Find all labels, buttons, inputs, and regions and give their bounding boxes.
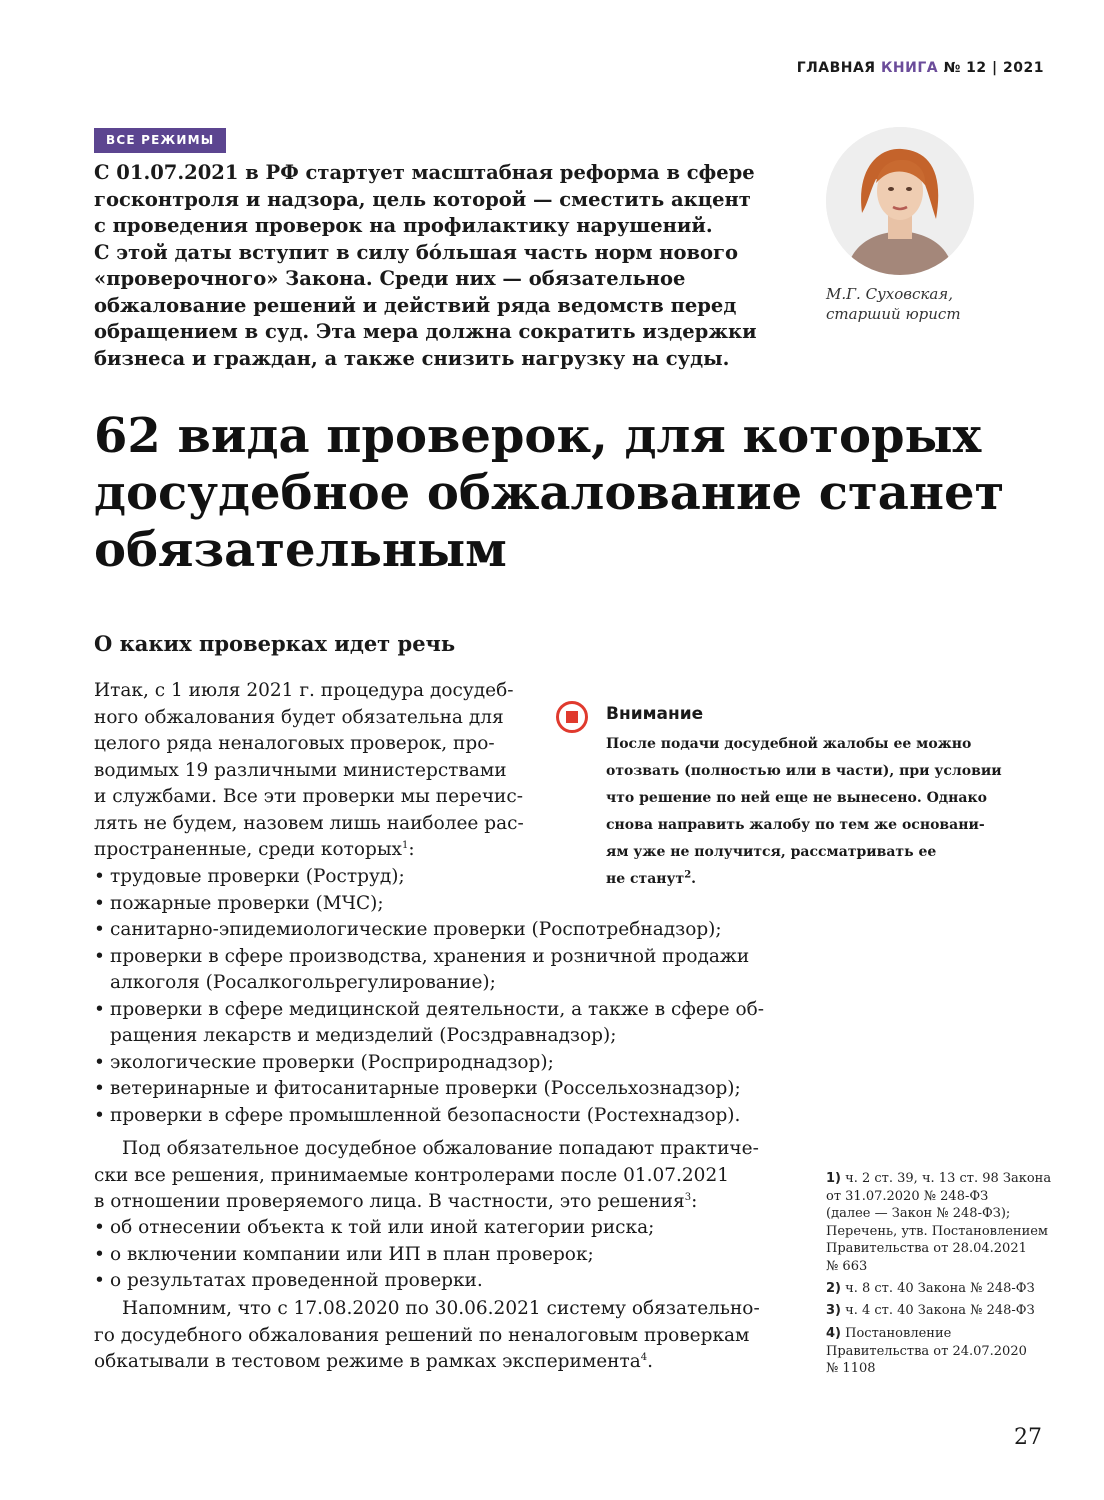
author-caption xyxy=(826,284,1026,324)
article-title xyxy=(94,408,1024,579)
footnote-number: 2) xyxy=(826,1281,841,1296)
section-heading: О каких проверках идет речь xyxy=(94,631,456,656)
list-item-text: • пожарные проверки (МЧС); xyxy=(110,892,384,914)
lead-line: бизнеса и граждан, а также снизить нагрузку на суды. xyxy=(94,346,730,370)
body-line xyxy=(94,1349,760,1376)
title-line: 62 вида проверок, для которых xyxy=(94,408,982,464)
list-item-text: • проверки в сфере медицинской деятельности, а также в сфере об- xyxy=(110,998,764,1020)
inspection-list xyxy=(94,864,764,1129)
author-portrait xyxy=(826,127,974,275)
list-item-text: ращения лекарств и медизделий (Росздравнадзор); xyxy=(110,1025,617,1046)
author-role: старший юрист xyxy=(826,305,961,323)
list-item xyxy=(94,997,764,1050)
footnote-4 xyxy=(826,1325,1056,1378)
body-text: . xyxy=(647,1351,654,1372)
footnote-ref: 1 xyxy=(401,839,409,851)
experiment-paragraph xyxy=(94,1296,760,1376)
decisions-list xyxy=(94,1215,654,1295)
attention-line: ям уже не получится, рассматривать ее xyxy=(606,844,937,860)
list-item-text: • проверки в сфере промышленной безопасности (Ростехнадзор). xyxy=(110,1104,741,1126)
attention-line: После подачи досудебной жалобы ее можно xyxy=(606,736,972,752)
body-line: Под обязательное досудебное обжалование попадают практиче- xyxy=(122,1138,759,1159)
lead-line: С этой даты вступит в силу бо́льшая часть норм нового xyxy=(94,240,738,264)
body-line: Итак, с 1 июля 2021 г. процедура досудеб- xyxy=(94,680,514,701)
lead-line: с проведения проверок на профилактику нарушений. xyxy=(94,214,713,237)
body-text: : xyxy=(691,1191,698,1212)
list-item xyxy=(94,944,764,997)
author-photo xyxy=(826,127,974,275)
attention-stop-icon xyxy=(555,700,589,734)
list-item xyxy=(94,917,764,944)
footnote-text: № 1108 xyxy=(826,1361,876,1376)
footnote-ref: 3 xyxy=(684,1191,692,1203)
body-text: : xyxy=(408,839,415,860)
attention-text: не станут xyxy=(606,871,685,887)
attention-line: что решение по ней еще не вынесено. Однако xyxy=(606,790,987,806)
list-item xyxy=(94,1268,654,1295)
decisions-paragraph xyxy=(94,1136,759,1216)
footnote-ref: 4 xyxy=(640,1351,648,1363)
list-item-text: • о результатах проведенной проверки. xyxy=(110,1270,483,1291)
list-item-text: • санитарно-эпидемиологические проверки (Роспотребнадзор); xyxy=(110,919,722,940)
list-item xyxy=(94,864,764,891)
body-line: лять не будем, назовем лишь наиболее рас- xyxy=(94,812,524,834)
body-line: Напомним, что с 17.08.2020 по 30.06.2021 систему обязательно- xyxy=(122,1298,760,1319)
footnote-text: Правительства от 24.07.2020 xyxy=(826,1343,1027,1359)
body-line: целого ряда неналоговых проверок, про- xyxy=(94,733,495,754)
footnote-text: ч. 2 ст. 39, ч. 13 ст. 98 Закона xyxy=(841,1171,1052,1186)
footnote-ref: 2 xyxy=(684,869,692,881)
body-line: го досудебного обжалования решений по неналоговым проверкам xyxy=(94,1324,750,1346)
footnote-text: (далее — Закон № 248-ФЗ); xyxy=(826,1206,1011,1221)
list-item xyxy=(94,1103,764,1130)
footnote-3 xyxy=(826,1302,1056,1320)
footnote-text: ч. 4 ст. 40 Закона № 248-ФЗ xyxy=(841,1303,1035,1318)
list-item-text: • проверки в сфере производства, хранения и розничной продажи xyxy=(110,945,750,967)
body-line xyxy=(94,1189,759,1216)
list-item-text: • о включении компании или ИП в план проверок; xyxy=(110,1243,594,1265)
attention-text: . xyxy=(691,871,697,887)
footnote-number: 4) xyxy=(826,1326,841,1341)
list-item-text: алкоголя (Росалкогольрегулирование); xyxy=(110,972,496,993)
lead-paragraph xyxy=(94,160,774,372)
category-tag: ВСЕ РЕЖИМЫ xyxy=(94,128,226,153)
footnote-text: № 663 xyxy=(826,1258,868,1274)
header-brand-accent: КНИГА xyxy=(880,60,939,76)
list-item xyxy=(94,1242,654,1269)
list-item xyxy=(94,1076,764,1103)
author-name: М.Г. Суховская, xyxy=(826,285,953,303)
footnote-2 xyxy=(826,1280,1056,1298)
lead-line: обращением в суд. Эта мера должна сократить издержки xyxy=(94,320,757,343)
footnote-text: Постановление xyxy=(841,1326,952,1341)
list-item xyxy=(94,891,764,918)
footnote-number: 1) xyxy=(826,1171,841,1186)
header-brand-main: ГЛАВНАЯ xyxy=(796,60,881,76)
body-text: в отношении проверяемого лица. В частности, это решения xyxy=(94,1191,685,1212)
list-item-text: • экологические проверки (Росприроднадзор); xyxy=(110,1051,554,1073)
body-line: ски все решения, принимаемые контролерами после 01.07.2021 xyxy=(94,1164,729,1186)
magazine-header xyxy=(797,60,1044,76)
list-item xyxy=(94,1050,764,1077)
body-line: водимых 19 различными министерствами xyxy=(94,759,507,781)
attention-line: снова направить жалобу по тем же основани- xyxy=(606,817,985,833)
list-item-text: • трудовые проверки (Роструд); xyxy=(110,866,405,887)
body-text: обкатывали в тестовом режиме в рамках эксперимента xyxy=(94,1351,641,1372)
lead-line: госконтроля и надзора, цель которой — сместить акцент xyxy=(94,187,751,211)
body-line xyxy=(94,837,524,864)
body-line: ного обжалования будет обязательна для xyxy=(94,706,504,728)
list-item-text: • ветеринарные и фитосанитарные проверки (Россельхознадзор); xyxy=(110,1078,741,1099)
lead-line: С 01.07.2021 в РФ стартует масштабная реформа в сфере xyxy=(94,161,755,184)
title-line: обязательным xyxy=(94,522,507,578)
footnote-number: 3) xyxy=(826,1303,841,1318)
body-line: и службами. Все эти проверки мы перечис- xyxy=(94,786,523,807)
list-item xyxy=(94,1215,654,1242)
footnote-text: Правительства от 28.04.2021 xyxy=(826,1241,1027,1256)
intro-paragraph xyxy=(94,678,524,864)
header-issue: № 12 | 2021 xyxy=(938,60,1044,76)
footnote-text: от 31.07.2020 № 248-ФЗ xyxy=(826,1188,989,1204)
body-text: пространенные, среди которых xyxy=(94,839,402,860)
lead-line: обжалование решений и действий ряда ведомств перед xyxy=(94,293,737,317)
page-number: 27 xyxy=(1014,1425,1042,1450)
footnote-text: ч. 8 ст. 40 Закона № 248-ФЗ xyxy=(841,1281,1035,1296)
list-item-text: • об отнесении объекта к той или иной категории риска; xyxy=(110,1217,655,1238)
attention-title: Внимание xyxy=(606,704,704,724)
attention-line: отозвать (полностью или в части), при условии xyxy=(606,763,1002,779)
title-line: досудебное обжалование станет xyxy=(94,465,1005,521)
footnote-text: Перечень, утв. Постановлением xyxy=(826,1223,1049,1239)
footnote-1 xyxy=(826,1170,1056,1275)
lead-line: «проверочного» Закона. Среди них — обязательное xyxy=(94,267,686,290)
